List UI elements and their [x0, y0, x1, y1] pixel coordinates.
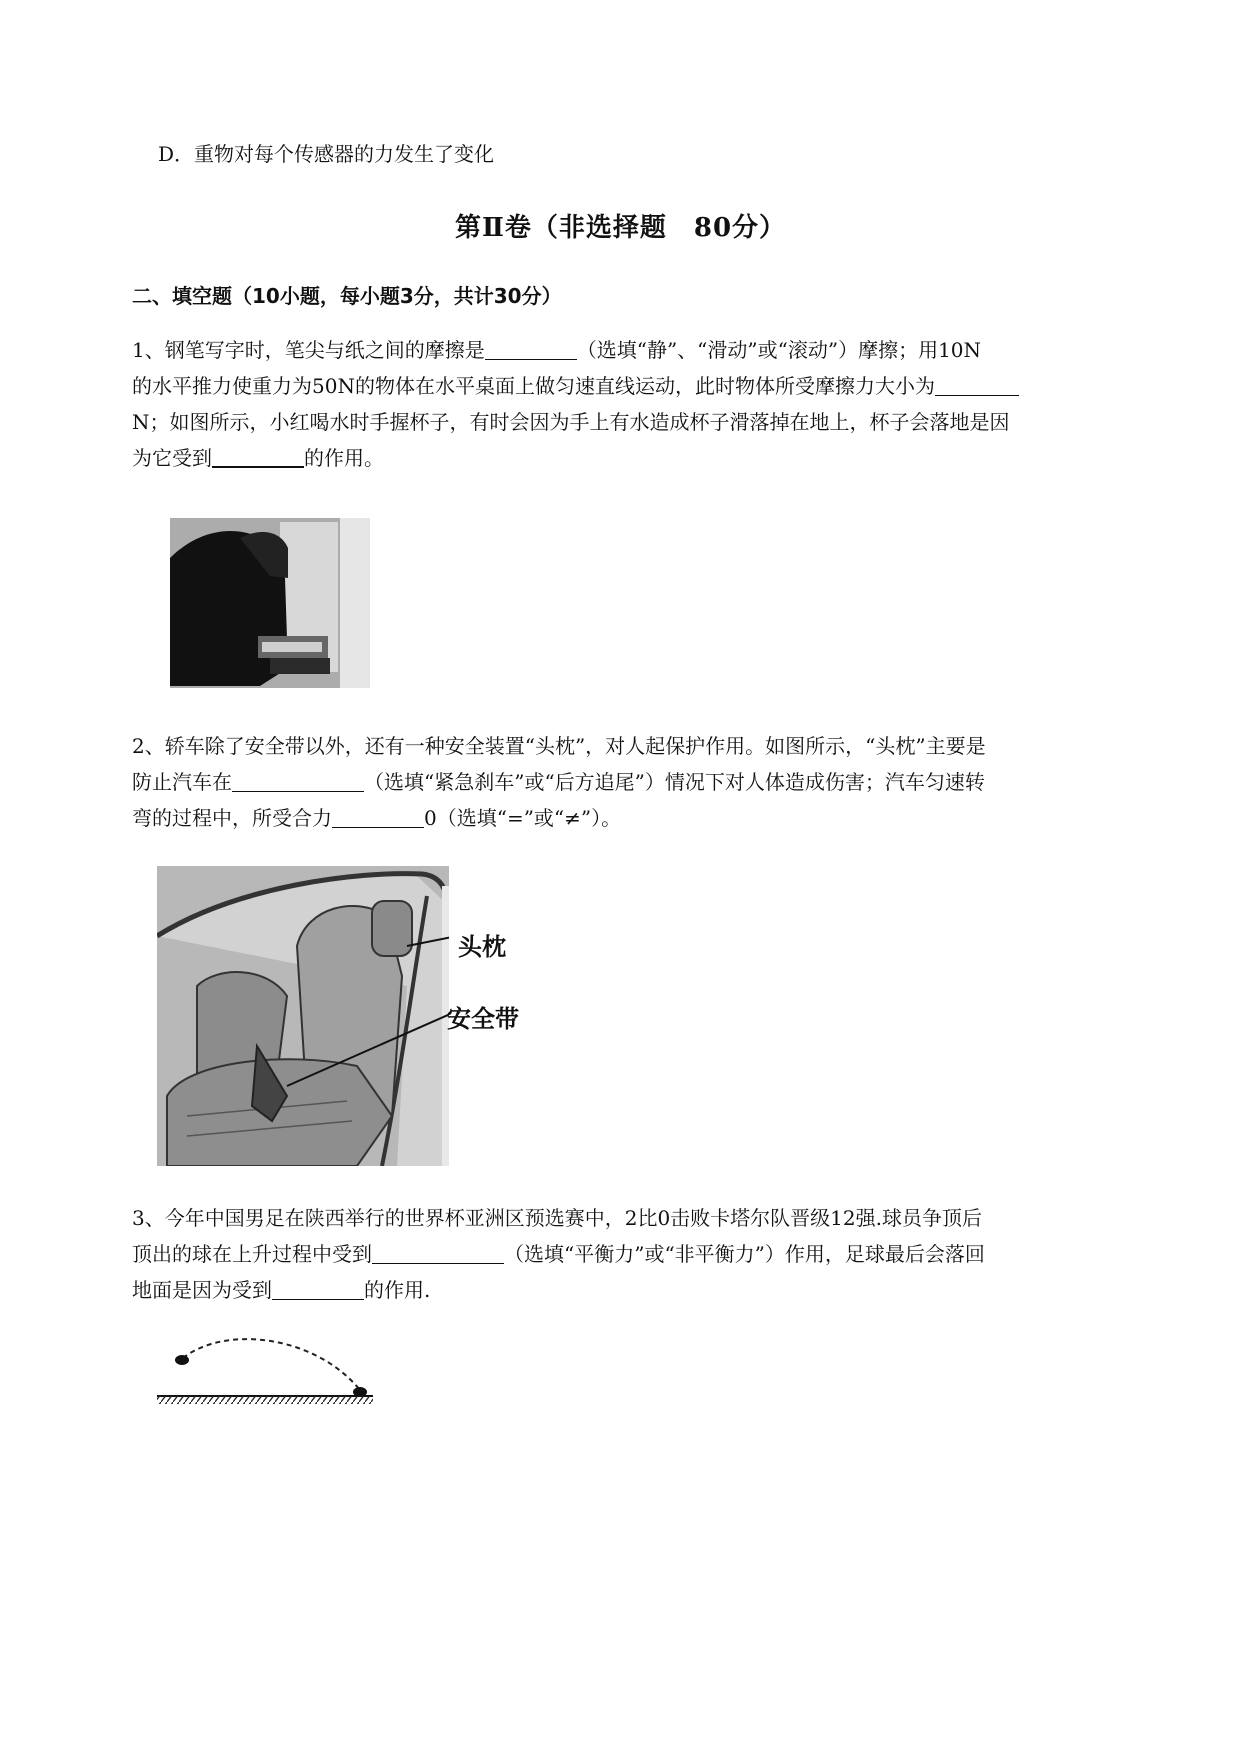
q1-blank-2[interactable] [935, 375, 1019, 396]
q1-line-2: 的水平推力使重力为50N的物体在水平桌面上做匀速直线运动，此时物体所受摩擦力大小为 [132, 374, 1019, 398]
q2-blank-1[interactable] [232, 771, 364, 792]
hand-holding-cup-image [170, 518, 370, 688]
q2-line-3: 弯的过程中，所受合力 0（选填“=”或“≠”）。 [132, 806, 622, 830]
part-title: 第Ⅱ卷（非选择题 80分） [454, 213, 787, 243]
q3-blank-2[interactable] [272, 1279, 364, 1300]
q3-blank-1[interactable] [372, 1243, 504, 1264]
q1-line-3: N；如图所示，小红喝水时手握杯子，有时会因为手上有水造成杯子滑落掉在地上，杯子会落地是因 [132, 410, 1010, 434]
q2-blank-2[interactable] [332, 807, 424, 828]
q3-line-2: 顶出的球在上升过程中受到 （选填“平衡力”或“非平衡力”）作用，足球最后会落回 [132, 1242, 985, 1266]
ball-start [175, 1355, 189, 1365]
label-seatbelt: 安全带 [447, 1005, 519, 1033]
q1-blank-1[interactable] [485, 339, 577, 360]
q2-line-1: 2、轿车除了安全带以外，还有一种安全装置“头枕”，对人起保护作用。如图所示，“头枕”主要是 [132, 734, 986, 758]
previous-option-d: D．重物对每个传感器的力发生了变化 [158, 142, 495, 166]
section-heading: 二、填空题（10小题，每小题3分，共计30分） [132, 284, 562, 308]
car-seat-image [157, 866, 449, 1166]
q3-line-3: 地面是因为受到 的作用. [132, 1278, 431, 1302]
q1-line-4: 为它受到 的作用。 [132, 446, 384, 470]
q1-blank-3[interactable] [212, 446, 304, 468]
q1-line-1: 1、钢笔写字时，笔尖与纸之间的摩擦是 （选填“静”、“滑动”或“滚动”）摩擦；用10N [132, 338, 982, 362]
q2-line-2: 防止汽车在 （选填“紧急刹车”或“后方追尾”）情况下对人体造成伤害；汽车匀速转 [132, 770, 985, 794]
q3-line-1: 3、今年中国男足在陕西举行的世界杯亚洲区预选赛中，2比0击败卡塔尔队晋级12强.球员争顶后 [132, 1206, 982, 1230]
label-headrest: 头枕 [458, 933, 506, 961]
ball-trajectory-image [155, 1330, 375, 1410]
